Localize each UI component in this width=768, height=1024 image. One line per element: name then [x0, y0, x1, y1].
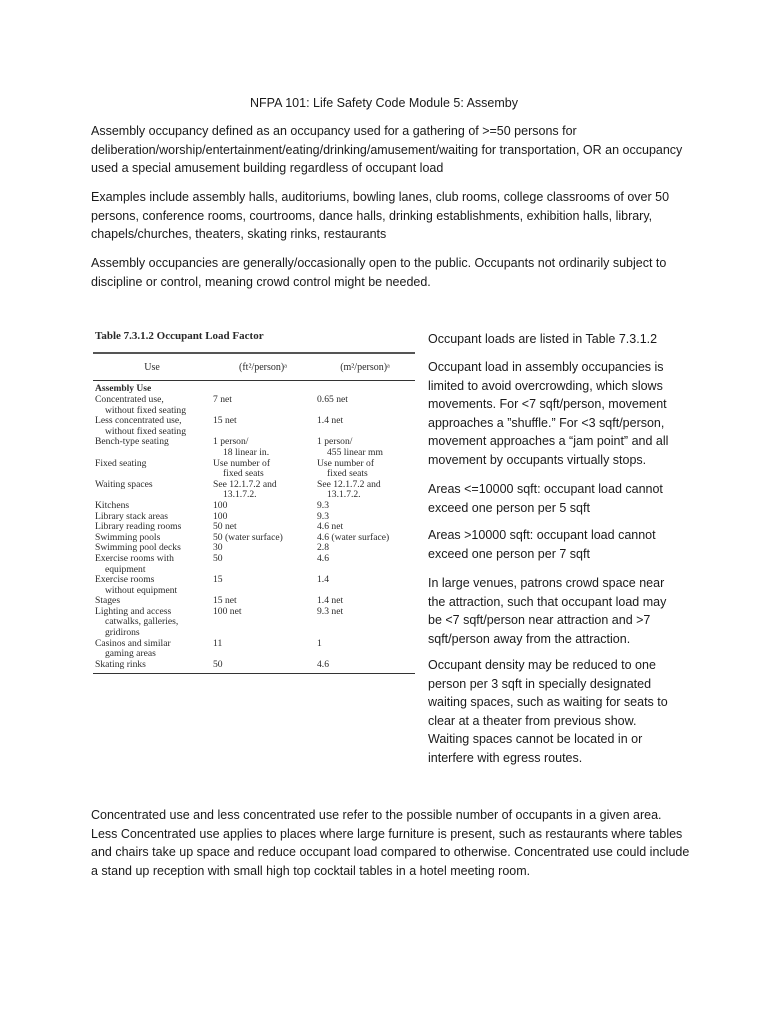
- cell-ft2: [213, 459, 317, 480]
- cell-ft2-subtext: fixed seats: [223, 468, 264, 480]
- cell-m2-text: 9.3: [317, 510, 329, 522]
- cell-use-subtext: without equipment: [105, 584, 178, 596]
- cell-ft2-text: 100 net: [213, 605, 242, 617]
- cell-use-text: Kitchens: [95, 499, 130, 511]
- cell-m2-text: 9.3 net: [317, 605, 344, 617]
- cell-ft2: [213, 607, 317, 639]
- cell-use-text: Skating rinks: [95, 658, 146, 670]
- cell-ft2: [213, 416, 317, 437]
- cell-m2-subtext: 13.1.7.2.: [327, 489, 361, 501]
- cell-ft2: [213, 554, 317, 575]
- cell-ft2-text: 1 person/: [213, 436, 249, 448]
- note-overcrowding: Occupant load in assembly occupancies is limited to avoid overcrowding, which slows movements. For <7 sqft/person, movement approaches a ”shuffle.” For <3 sqft/person, movement approaches a “jam point” and all movement by occupants virtually stops.: [428, 360, 669, 467]
- table-row: [93, 416, 415, 437]
- cell-ft2: [213, 660, 317, 671]
- cell-m2-text: 9.3: [317, 499, 329, 511]
- cell-ft2: [213, 501, 317, 512]
- cell-ft2: [213, 395, 317, 416]
- cell-ft2-subtext: 13.1.7.2.: [223, 489, 257, 501]
- cell-m2-text: 2.8: [317, 542, 329, 554]
- cell-ft2: [213, 639, 317, 660]
- cell-m2-text: 0.65 net: [317, 394, 348, 405]
- header-use: Use: [144, 361, 160, 373]
- cell-ft2-text: 100: [213, 499, 228, 511]
- cell-m2-text: 1.4 net: [317, 595, 344, 607]
- note-waiting-spaces: Occupant density may be reduced to one person per 3 sqft in specially designated waiting spaces, such as waiting for seats to clear at a theater from previous show. Waiting spaces cannot be located in or interfere with egress routes.: [428, 658, 668, 765]
- cell-m2-text: 4.6: [317, 658, 329, 670]
- cell-use: [93, 554, 213, 575]
- cell-use-subtext: without fixed seating: [105, 404, 186, 416]
- cell-m2: [317, 543, 415, 554]
- cell-m2-text: 1.4 net: [317, 415, 344, 427]
- cell-m2: [317, 459, 415, 480]
- paragraph-definition: Assembly occupancy defined as an occupancy used for a gathering of >=50 persons for deliberation/worship/entertainment/eating/drinking/amusement/waiting for transportation, OR an occupancy used a special amusement building regardless of occupant load: [91, 124, 683, 175]
- cell-m2-subtext: 455 linear mm: [327, 446, 383, 458]
- cell-ft2: [213, 543, 317, 554]
- cell-m2-text: 4.6 net: [317, 521, 344, 533]
- cell-use-text: Lighting and access: [95, 605, 172, 617]
- table-row: [93, 437, 415, 458]
- cell-ft2-text: 15 net: [213, 415, 237, 427]
- cell-use-text: Exercise rooms with: [95, 552, 174, 564]
- cell-m2-subtext: fixed seats: [327, 468, 368, 480]
- cell-use: [93, 437, 213, 458]
- table-header-row: [93, 354, 415, 380]
- paragraph-public-access: Assembly occupancies are generally/occasionally open to the public. Occupants not ordinarily subject to discipline or control, meaning crowd control might be needed.: [91, 256, 667, 289]
- cell-use: [93, 459, 213, 480]
- table-bottom-rule: [93, 673, 415, 674]
- cell-m2-text: 4.6 (water surface): [317, 531, 390, 543]
- cell-ft2: [213, 575, 317, 596]
- cell-m2-text: 4.6: [317, 552, 329, 564]
- cell-m2-text: See 12.1.7.2 and: [317, 478, 381, 490]
- paragraph-concentrated-use: Concentrated use and less concentrated use refer to the possible number of occupants in a given area. Less Concentrated use applies to places where large furniture is present, such as restaurants where tables and chairs take up space and reduce occupant load compared to otherwise. Concentrated use could include a stand up reception with small high top cocktail tables in a hotel meeting room.: [91, 808, 690, 878]
- cell-use-text: Waiting spaces: [95, 478, 153, 490]
- cell-use-text: Concentrated use,: [95, 394, 164, 405]
- cell-m2: [317, 416, 415, 437]
- cell-ft2-text: 50: [213, 552, 223, 564]
- table-group-label: Assembly Use: [95, 384, 152, 394]
- header-ft2: (ft²/person)ᵃ: [239, 361, 287, 373]
- table-title: Table 7.3.1.2 Occupant Load Factor: [95, 330, 264, 342]
- cell-use-subtext: gaming areas: [105, 648, 156, 660]
- note-large-venues: In large venues, patrons crowd space near the attraction, such that occupant load may be <7 sqft/person near attraction and >7 sqft/person away from the attraction.: [428, 576, 667, 646]
- note-table-reference: Occupant loads are listed in Table 7.3.1.2: [428, 332, 658, 346]
- cell-ft2-text: 11: [213, 637, 223, 649]
- cell-ft2: [213, 533, 317, 544]
- occupant-load-table: [93, 330, 415, 674]
- cell-use: [93, 480, 213, 501]
- cell-ft2-text: 50 (water surface): [213, 531, 283, 543]
- header-m2: (m²/person)ᵃ: [340, 361, 390, 373]
- cell-ft2-text: 30: [213, 542, 223, 554]
- cell-use: [93, 575, 213, 596]
- page-title: NFPA 101: Life Safety Code Module 5: Assemby: [250, 96, 518, 110]
- cell-use-text: Swimming pools: [95, 531, 161, 543]
- cell-use-text: Library reading rooms: [95, 521, 182, 533]
- table-row: [93, 554, 415, 575]
- cell-m2: [317, 501, 415, 512]
- cell-use-text: Fixed seating: [95, 457, 147, 469]
- cell-ft2-text: 50: [213, 658, 223, 670]
- cell-m2-text: 1.4: [317, 574, 329, 586]
- table-row: [93, 639, 415, 660]
- table-row: [93, 607, 415, 639]
- cell-m2: [317, 554, 415, 575]
- cell-use-text: Bench-type seating: [95, 436, 169, 448]
- cell-use-text: Stages: [95, 595, 121, 607]
- cell-m2-text: 1 person/: [317, 436, 353, 448]
- cell-use-subtext: catwalks, galleries, gridirons: [105, 616, 179, 639]
- cell-use: [93, 395, 213, 416]
- cell-ft2: [213, 437, 317, 458]
- cell-m2: [317, 575, 415, 596]
- table-row: [93, 575, 415, 596]
- cell-m2-text: 1: [317, 637, 322, 649]
- cell-ft2-text: 15 net: [213, 595, 237, 607]
- cell-ft2-text: Use number of: [213, 457, 271, 469]
- cell-ft2-text: See 12.1.7.2 and: [213, 478, 277, 490]
- cell-ft2: [213, 480, 317, 501]
- cell-use-subtext: equipment: [105, 563, 146, 575]
- table-body: [93, 395, 415, 670]
- cell-m2: [317, 660, 415, 671]
- cell-ft2-text: 100: [213, 510, 228, 522]
- cell-use-text: Less concentrated use,: [95, 415, 182, 427]
- cell-ft2-subtext: 18 linear in.: [223, 446, 270, 458]
- cell-use: [93, 416, 213, 437]
- note-large-areas: Areas >10000 sqft: occupant load cannot exceed one person per 7 sqft: [428, 528, 656, 561]
- paragraph-examples: Examples include assembly halls, auditoriums, bowling lanes, club rooms, college classrooms of over 50 persons, conference rooms, courtrooms, dance halls, drinking establishments, exhibition halls, library, chapels/churches, theaters, skating rinks, restaurants: [91, 190, 670, 241]
- cell-ft2-text: 15: [213, 574, 223, 586]
- cell-use-subtext: without fixed seating: [105, 425, 186, 437]
- note-small-areas: Areas <=10000 sqft: occupant load cannot exceed one person per 5 sqft: [428, 482, 663, 515]
- cell-use-text: Exercise rooms: [95, 574, 155, 586]
- table-row: [93, 459, 415, 480]
- table-row: [93, 395, 415, 416]
- cell-m2: [317, 480, 415, 501]
- cell-m2: [317, 639, 415, 660]
- cell-ft2-text: 50 net: [213, 521, 237, 533]
- cell-use-text: Casinos and similar: [95, 637, 171, 649]
- cell-use: [93, 607, 213, 639]
- cell-m2: [317, 607, 415, 639]
- cell-m2-text: Use number of: [317, 457, 375, 469]
- cell-m2: [317, 437, 415, 458]
- cell-use-text: Swimming pool decks: [95, 542, 181, 554]
- table-row: [93, 480, 415, 501]
- cell-use-text: Library stack areas: [95, 510, 168, 522]
- cell-m2: [317, 533, 415, 544]
- cell-use: [93, 660, 213, 671]
- cell-m2: [317, 395, 415, 416]
- cell-ft2-text: 7 net: [213, 394, 232, 405]
- cell-use: [93, 639, 213, 660]
- table-row: [93, 660, 415, 671]
